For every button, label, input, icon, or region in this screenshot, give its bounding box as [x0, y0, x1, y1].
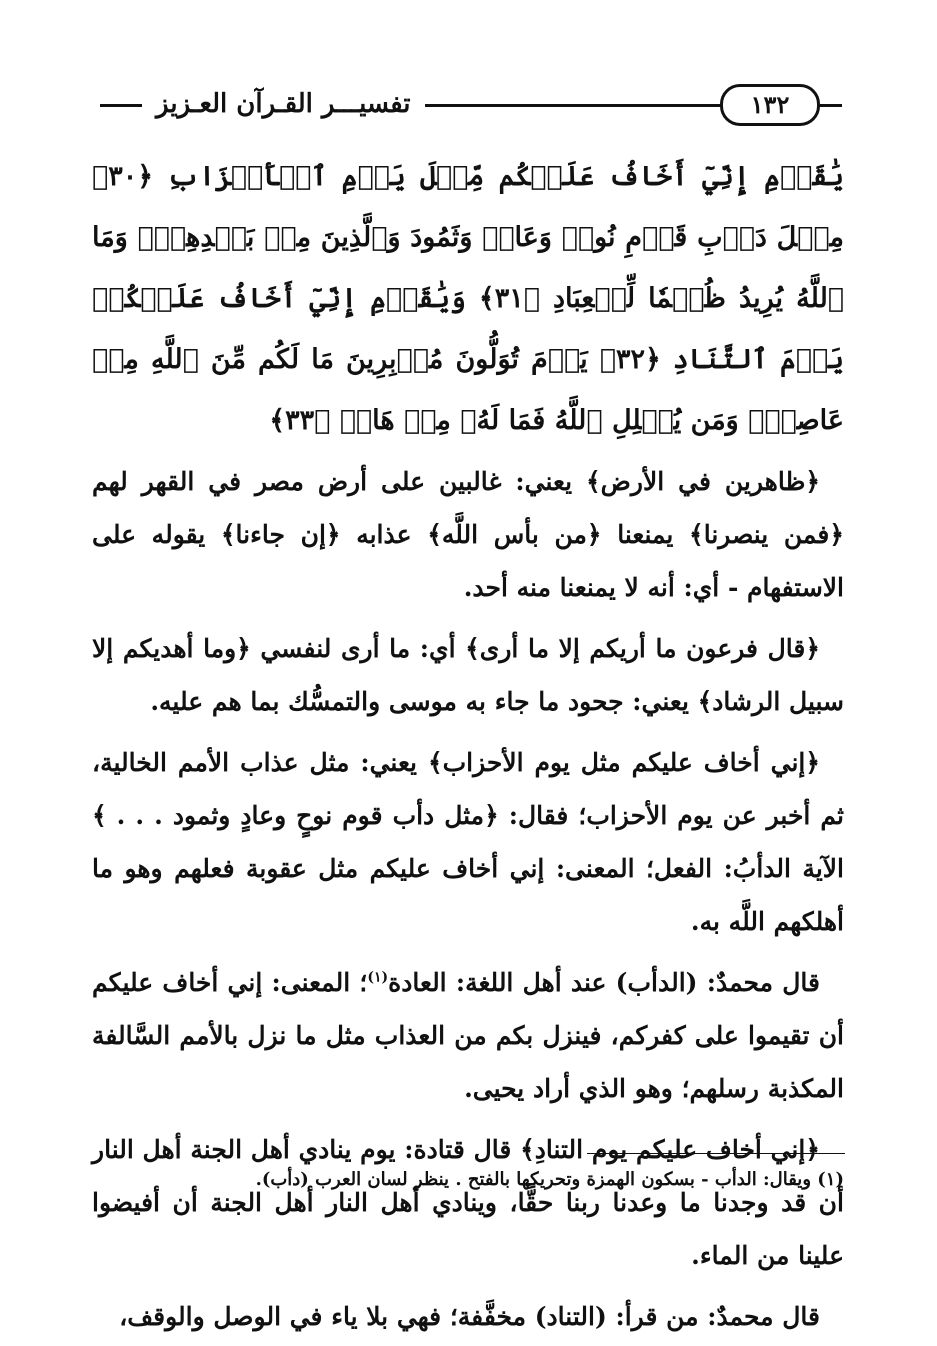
footnote: (١) ويقال: الدأب - بسكون الهمزة وتحريكها بالفتح . ينظر لسان العرب (دأب). [255, 1169, 844, 1190]
running-title: تفسيـــر القـرآن العـزيز [142, 84, 425, 124]
page-number: ١٣٢ [720, 84, 820, 126]
commentary-paragraph-4 [92, 956, 844, 1115]
paragraph-4-text-start: قال محمدٌ: (الدأب) عند أهل اللغة: العادة [388, 968, 821, 997]
footnote-reference: (١) [367, 969, 389, 986]
footnote-separator [587, 1153, 845, 1154]
commentary-paragraph-2: ﴿قال فرعون ما أريكم إلا ما أرى﴾ أي: ما أرى لنفسي ﴿وما أهديكم إلا سبيل الرشاد﴾ يعني: جحود ما جاء به موسى والتمسُّك بما هم عليه. [92, 634, 844, 716]
commentary-paragraph-1: ﴿ظاهرين في الأرض﴾ يعني: غالبين على أرض مصر في القهر لهم ﴿فمن ينصرنا﴾ يمنعنا ﴿من بأس اللَّه﴾ عذابه ﴿إن جاءنا﴾ يقوله على الاستفهام - أي: أنه لا يمنعنا منه أحد. [92, 467, 844, 602]
page-header [100, 84, 842, 126]
quran-verses: يَٰقَوۡمِ إِنِّيٓ أَخَافُ عَلَيۡكُم مِّثۡلَ يَوۡمِ ٱلۡأَحۡزَابِ ﴿٣٠﴾ مِثۡلَ دَأۡبِ قَوۡمِ نُوحٖ وَعَادٖ وَثَمُودَ وَٱلَّذِينَ مِنۢ بَعۡدِهِمۡۚ وَمَا ٱللَّهُ يُرِيدُ ظُلۡمٗا لِّلۡعِبَادِ ﴿٣١﴾ وَيَٰقَوۡمِ إِنِّيٓ أَخَافُ عَلَيۡكُمۡ يَوۡمَ ٱلتَّنَادِ ﴿٣٢﴾ يَوۡمَ تُوَلُّونَ مُدۡبِرِينَ مَا لَكُم مِّنَ ٱللَّهِ مِنۡ عَاصِمٖۗ وَمَن يُضۡلِلِ ٱللَّهُ فَمَا لَهُۥ مِنۡ هَادٖ ﴿٣٣﴾ [92, 161, 845, 436]
commentary-paragraph-3: ﴿إني أخاف عليكم مثل يوم الأحزاب﴾ يعني: مثل عذاب الأمم الخالية، ثم أخبر عن يوم الأحزاب؛ فقال: ﴿مثل دأب قوم نوحٍ وعادٍ وثمود . . . ﴾ الآية الدأبُ: الفعل؛ المعنى: إني أخاف عليكم مثل عقوبة فعلهم وهو ما أهلكهم اللَّه به. [92, 748, 844, 936]
commentary-paragraph-6: قال محمدٌ: من قرأ: (التناد) مخفَّفة؛ فهي بلا ياء في الوصل والوقف، [119, 1302, 820, 1331]
commentary-paragraph-5: ﴿إني أخاف عليكم يوم التنادِ﴾ قال قتادة: يوم ينادي أهل الجنة أهل النار أن قد وجدنا ما وعدنا ربنا حقًّا، وينادي أهل النار أهل الجنة أن أفيضوا علينا من الماء. [92, 1135, 844, 1270]
paragraph-4-text-end: ؛ المعنى: إني أخاف عليكم أن تقيموا على كفركم، فينزل بكم من العذاب مثل ما نزل بالأمم السَّالفة المكذبة رسلهم؛ وهو الذي أراد يحيى. [92, 968, 844, 1103]
